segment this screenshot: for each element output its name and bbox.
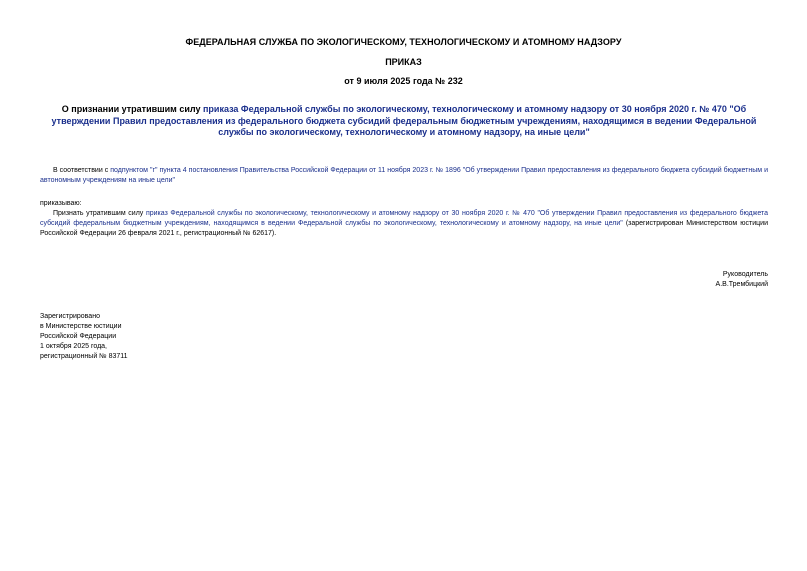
registration-date: 1 октября 2025 года, xyxy=(40,343,108,350)
para2-link[interactable]: приказ Федеральной службы по экологическому, технологическому и атомному надзору от 30 ноября 2020 г. № 470 "Об утверждении Правил предоставления из федерального бюджета субсидий федеральным бюджетным учреждениям, находящимся в ведении Федеральной службы по экологическому, технологическому и атомному надзору, на иные цели" xyxy=(40,210,769,227)
order-paragraph xyxy=(40,209,768,239)
registration-line: Зарегистрировано xyxy=(40,313,100,320)
para1-prefix: В соответствии с xyxy=(53,167,111,174)
registration-block xyxy=(40,312,240,362)
agency-name: ФЕДЕРАЛЬНАЯ СЛУЖБА ПО ЭКОЛОГИЧЕСКОМУ, ТЕХНОЛОГИЧЕСКОМУ И АТОМНОМУ НАДЗОРУ xyxy=(185,37,622,47)
para1-link[interactable]: подпунктом "г" пункта 4 постановления Правительства Российской Федерации от 11 ноября 2023 г. № 1896 "Об утверждении Правил предоставления из федерального бюджета субсидий бюджетным и автономным учреждениям на иные цели" xyxy=(40,167,768,184)
order-date-number: от 9 июля 2025 года № 232 xyxy=(344,76,463,86)
para2-prefix: Признать утратившим силу xyxy=(53,210,146,217)
registration-line: в Министерстве юстиции xyxy=(40,323,122,330)
para2-suffix: (зарегистрирован Министерством юстиции Российской Федерации 26 февраля 2021 г., регистрационный № 62617). xyxy=(40,220,769,237)
document-title xyxy=(40,104,768,139)
title-link[interactable]: приказа Федеральной службы по экологическому, технологическому и атомному надзору от 30 ноября 2020 г. № 470 "Об утверждении Правил предоставления из федерального бюджета субсидий федеральным бюджетным учреждениям, находящимся в ведении Федеральной службы по экологическому, технологическому и атомному надзору, на иные цели" xyxy=(51,104,757,137)
signature-block xyxy=(600,270,768,290)
document-type: ПРИКАЗ xyxy=(385,57,422,67)
signer-position: Руководитель xyxy=(722,271,768,278)
basis-paragraph xyxy=(40,166,768,186)
signer-name: А.В.Трембицкий xyxy=(715,281,768,288)
title-prefix: О признании утратившим силу xyxy=(61,104,203,114)
order-word: приказываю: xyxy=(40,200,82,207)
registration-number: регистрационный № 83711 xyxy=(40,353,128,360)
registration-line: Российской Федерации xyxy=(40,333,117,340)
